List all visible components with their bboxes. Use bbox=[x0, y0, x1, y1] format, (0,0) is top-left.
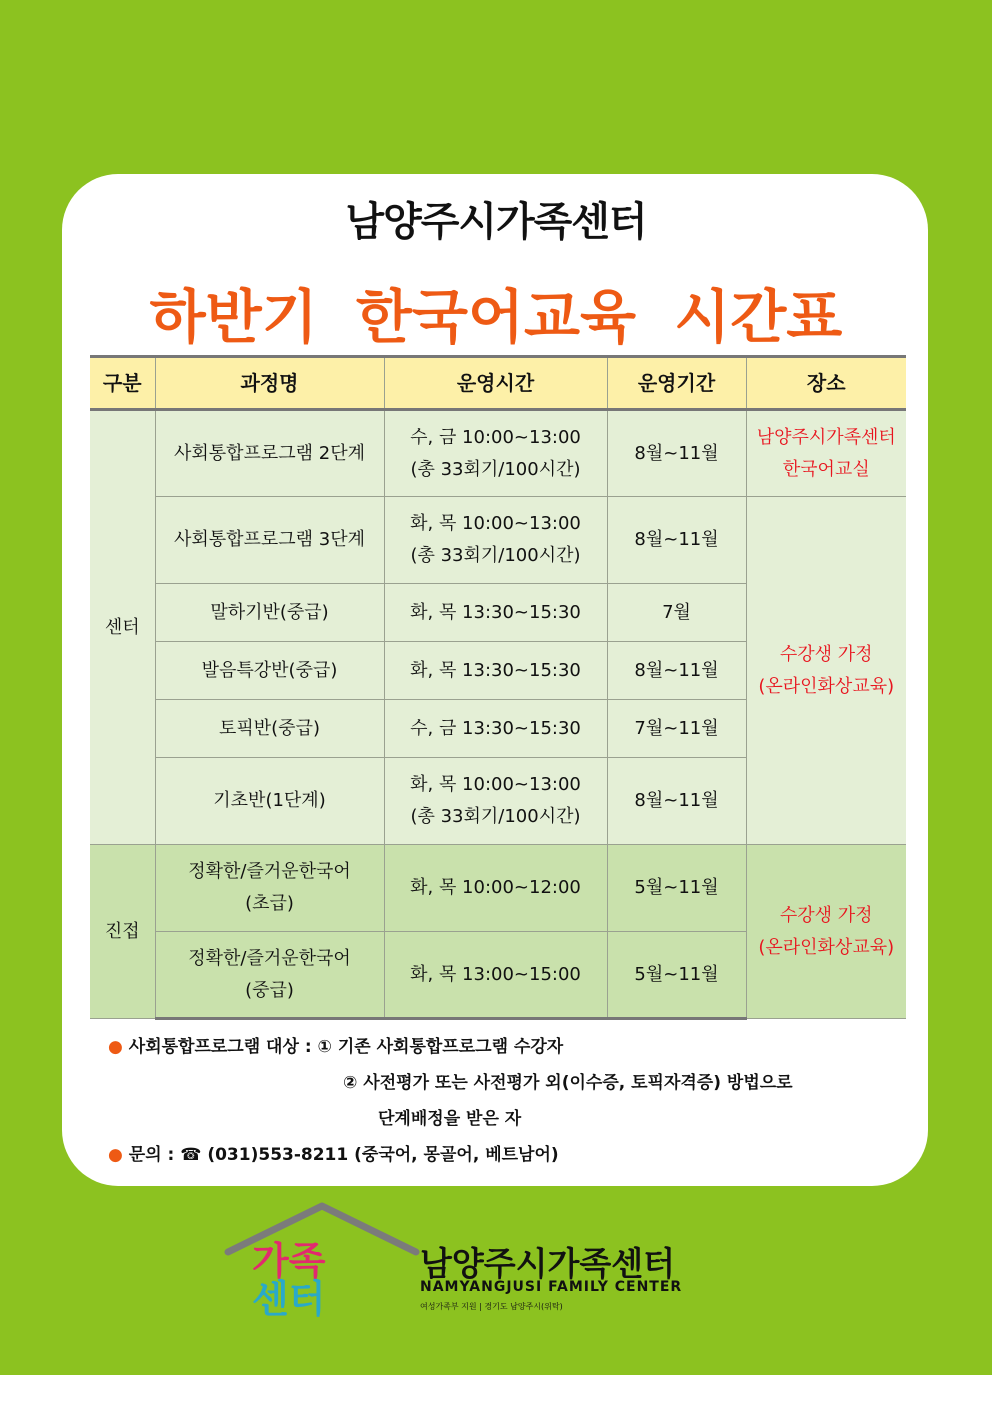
period-cell: 5월~11월 bbox=[607, 845, 746, 932]
header-location: 장소 bbox=[746, 357, 906, 410]
location-cell bbox=[746, 845, 906, 1019]
course-cell bbox=[155, 932, 384, 1019]
session-line: (총 33회기/100시간) bbox=[410, 806, 581, 827]
course-cell: 사회통합프로그램 3단계 bbox=[155, 497, 384, 584]
category-cell: 진접 bbox=[90, 845, 155, 1019]
location-line: 남양주시가족센터 bbox=[756, 426, 896, 448]
footer-org-name: 남양주시가족센터 bbox=[420, 1244, 676, 1283]
location-line: 수강생 가정 bbox=[779, 643, 873, 665]
time-cell: 수, 금 13:30~15:30 bbox=[384, 700, 607, 758]
course-cell: 기초반(1단계) bbox=[155, 758, 384, 845]
time-cell bbox=[384, 410, 607, 497]
footer-org-name-en: NAMYANGJUSI FAMILY CENTER bbox=[420, 1279, 683, 1295]
time-cell bbox=[384, 497, 607, 584]
location-line: 한국어교실 bbox=[782, 458, 870, 480]
time-line: 화, 목 10:00~13:00 bbox=[410, 774, 581, 795]
period-cell: 8월~11월 bbox=[607, 642, 746, 700]
time-line: 화, 목 10:00~13:00 bbox=[410, 513, 581, 534]
target-item-2b: 단계배정을 받은 자 bbox=[378, 1109, 522, 1129]
header-time: 운영시간 bbox=[384, 357, 607, 410]
main-title: 하반기 한국어교육 시간표 bbox=[149, 283, 843, 351]
location-cell bbox=[746, 410, 906, 497]
time-cell bbox=[384, 758, 607, 845]
target-item-2: ② 사전평가 또는 사전평가 외(이수증, 토픽자격증) 방법으로 bbox=[343, 1073, 793, 1093]
course-cell: 토픽반(중급) bbox=[155, 700, 384, 758]
bullet-dot-icon: ● bbox=[108, 1145, 123, 1165]
contact-text: 문의 : ☎ (031)553-8211 (중국어, 몽골어, 베트남어) bbox=[128, 1145, 559, 1165]
course-line: 정확한/즐거운한국어 bbox=[188, 861, 351, 882]
table-row bbox=[90, 845, 906, 932]
time-cell: 화, 목 13:30~15:30 bbox=[384, 584, 607, 642]
period-cell: 8월~11월 bbox=[607, 758, 746, 845]
table-header-row bbox=[90, 357, 906, 410]
footer-org-sub: 여성가족부 지원 | 경기도 남양주시(위탁) bbox=[420, 1302, 563, 1311]
logo-text-top: 가족 bbox=[252, 1239, 326, 1283]
period-cell: 8월~11월 bbox=[607, 497, 746, 584]
course-cell bbox=[155, 845, 384, 932]
logo-text-bottom: 센터 bbox=[252, 1277, 326, 1320]
table-row bbox=[90, 410, 906, 497]
period-cell: 5월~11월 bbox=[607, 932, 746, 1019]
schedule-table bbox=[90, 355, 906, 1020]
category-cell: 센터 bbox=[90, 410, 155, 845]
location-line: (온라인화상교육) bbox=[758, 675, 895, 697]
org-title: 남양주시가족센터 bbox=[345, 199, 647, 245]
time-cell: 화, 목 13:00~15:00 bbox=[384, 932, 607, 1019]
course-level: (초급) bbox=[245, 893, 294, 914]
course-cell: 발음특강반(중급) bbox=[155, 642, 384, 700]
contact-note bbox=[108, 1140, 559, 1165]
header-course: 과정명 bbox=[155, 357, 384, 410]
header-category: 구분 bbox=[90, 357, 155, 410]
period-cell: 7월 bbox=[607, 584, 746, 642]
course-cell: 말하기반(중급) bbox=[155, 584, 384, 642]
header-period: 운영기간 bbox=[607, 357, 746, 410]
bullet-dot-icon: ● bbox=[108, 1037, 123, 1057]
course-line: 정확한/즐거운한국어 bbox=[188, 947, 351, 969]
session-line: (총 33회기/100시간) bbox=[410, 458, 581, 480]
location-cell bbox=[746, 497, 906, 845]
location-line: 수강생 가정 bbox=[779, 904, 873, 926]
time-cell: 화, 목 13:30~15:30 bbox=[384, 642, 607, 700]
table-row bbox=[90, 497, 906, 584]
target-label: 사회통합프로그램 대상 : bbox=[128, 1037, 312, 1057]
course-cell: 사회통합프로그램 2단계 bbox=[155, 410, 384, 497]
location-line: (온라인화상교육) bbox=[758, 936, 895, 958]
target-note bbox=[108, 1032, 563, 1057]
session-line: (총 33회기/100시간) bbox=[410, 545, 581, 566]
time-cell: 화, 목 10:00~12:00 bbox=[384, 845, 607, 932]
period-cell: 8월~11월 bbox=[607, 410, 746, 497]
course-level: (중급) bbox=[245, 979, 294, 1001]
target-item-1: ① 기존 사회통합프로그램 수강자 bbox=[317, 1037, 564, 1057]
time-line: 수, 금 10:00~13:00 bbox=[410, 426, 581, 448]
period-cell: 7월~11월 bbox=[607, 700, 746, 758]
